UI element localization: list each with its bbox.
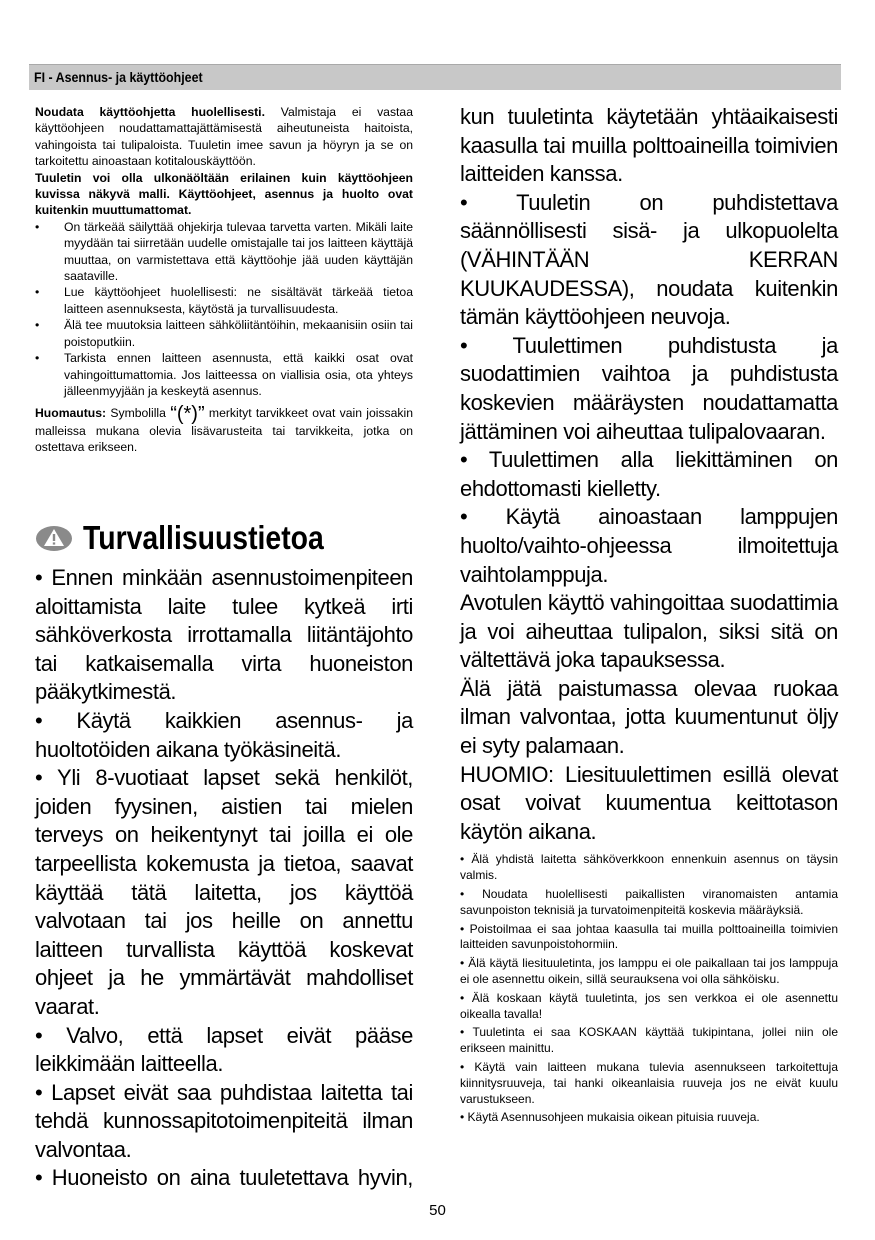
safety-paragraph: • Lapset eivät saa puhdistaa laitetta tai tehdä kunnossapitotoimenpiteitä ilman valvontaa. [35, 1079, 413, 1162]
section-header-bar [29, 64, 841, 90]
list-item: • On tärkeää säilyttää ohjekirja tulevaa tarvetta varten. Mikäli laite myydään tai siirretään uudelle omistajalle tai jos laitteen käyttäjä muuttaa, on varmistettava että käyttöohje jää uuden käyttäjän saataville. [35, 219, 413, 285]
note-paragraph [35, 405, 413, 455]
safety-paragraph: • Käytä ainoastaan lamppujen huolto/vaihto-ohjeessa ilmoitettuja vaihtolamppuja. [460, 504, 838, 587]
small-note: • Älä koskaan käytä tuuletinta, jos sen verkkoa ei ole asennettu oikealla tavalla! [460, 990, 838, 1021]
safety-paragraph: • Valvo, että lapset eivät pääse leikkimään laitteella. [35, 1022, 413, 1077]
list-item: • Tarkista ennen laitteen asennusta, että kaikki osat ovat vahingoittumattomia. Jos laitteessa on viallisia osia, ota yhteys jälleenmyyjään ja keskeytä asennus. [35, 350, 413, 399]
page-number: 50 [429, 1202, 446, 1219]
safety-title: Turvallisuustietoa [83, 519, 324, 556]
safety-paragraph: Avotulen käyttö vahingoittaa suodattimia ja voi aiheuttaa tulipalon, siksi sitä on vältettävä joka tapauksessa. [460, 590, 838, 673]
safety-paragraph: • Käytä kaikkien asennus- ja huoltotöiden aikana työkäsineitä. [35, 707, 413, 762]
intro-text: Valmistaja ei vastaa käyttöohjeen noudattamattajättämisestä aiheutuneista haitoista, vahingoista tai tulipaloista. Tuuletin imee savun ja höyryn ja se on tarkoitettu ainoastaan kotitalouskäyttöön. [35, 105, 413, 169]
safety-paragraph: • Tuuletin on puhdistettava säännöllisesti sisä- ja ulkopuolelta (VÄHINTÄÄN KERRAN KUUKAUDESSA), noudata kuitenkin tämän käyttöohjeen neuvoja. [460, 189, 838, 330]
right-column [460, 103, 838, 1129]
list-item: • Lue käyttöohjeet huolellisesti: ne sisältävät tärkeää tietoa laitteen asennuksesta, käytöstä ja turvallisuudesta. [35, 284, 413, 317]
note-label: Huomautus: [35, 406, 107, 421]
section-header-title: FI - Asennus- ja käyttöohjeet [34, 70, 203, 85]
intro-bullet-list [35, 219, 413, 399]
left-column-safety [35, 564, 413, 1193]
small-note: • Poistoilmaa ei saa johtaa kaasulla tai muilla polttoaineilla toimivien laitteiden savunpoistohormiin. [460, 921, 838, 952]
warning-icon [35, 525, 73, 552]
right-small-notes [460, 852, 838, 1126]
safety-paragraph: • Huoneisto on aina tuuletettava hyvin, [35, 1165, 413, 1191]
safety-paragraph: • Yli 8-vuotiaat lapset sekä henkilöt, joiden fyysinen, aistien tai mielen terveys on heikentynyt tai joilla ei ole tarpeellista kokemusta ja tietoa, saavat käyttää tätä laitetta, jos käyttöä valvotaan tai jos heille on annettu laitteen turvallista käyttöä koskevat ohjeet ja he ymmärtävät mahdolliset vaarat. [35, 765, 413, 1019]
safety-paragraph: • Tuulettimen puhdistusta ja suodattimien vaihtoa ja puhdistusta koskevien määräysten noudattamatta jättäminen voi aiheuttaa tulipalovaaran. [460, 332, 838, 444]
note-post: merkityt tarvikkeet ovat vain joissakin malleissa mukana olevia lisävarusteita tai tarvikkeita, jotka on ostettava erikseen. [35, 406, 414, 455]
small-note: • Älä käytä liesituuletinta, jos lamppu ei ole paikallaan tai jos lamppuja ei ole asennettu oikein, sillä seurauksena voi olla sähköisku. [460, 956, 838, 987]
optional-symbol: “(*)” [170, 403, 205, 426]
small-note: • Käytä Asennusohjeen mukaisia oikean pituisia ruuveja. [460, 1110, 760, 1125]
intro-bold-paragraph: Tuuletin voi olla ulkonäöltään erilainen kuin käyttöohjeen kuvissa näkyvä malli. Käyttöohjeet, asennus ja huolto ovat kuitenkin muuttumattomat. [35, 170, 413, 218]
small-note: • Tuuletinta ei saa KOSKAAN käyttää tukipintana, jollei niin ole erikseen mainittu. [460, 1025, 838, 1056]
safety-paragraph: kun tuuletinta käytetään yhtäaikaisesti kaasulla tai muilla polttoaineilla toimivien laitteiden kanssa. [460, 104, 838, 187]
small-note: • Noudata huolellisesti paikallisten viranomaisten antamia savunpoiston teknisiä ja turvatoimenpiteitä koskevia määräyksiä. [460, 887, 838, 917]
left-column-intro [35, 104, 413, 456]
small-note: • Älä yhdistä laitetta sähköverkkoon ennenkuin asennus on täysin valmis. [460, 852, 838, 883]
safety-paragraph: HUOMIO: Liesituulettimen esillä olevat osat voivat kuumentua keittotason käytön aikana. [460, 761, 838, 844]
note-pre: Symbolilla [106, 406, 171, 421]
small-note: • Käytä vain laitteen mukana tulevia asennukseen tarkoitettuja kiinnitysruuveja, tai hanki oikeanlaisia ruuveja jos ne eivät kuulu varustukseen. [460, 1060, 838, 1106]
safety-paragraph: • Ennen minkään asennustoimenpiteen aloittamista laite tulee kytkeä irti sähköverkosta irrottamalla liitäntäjohto tai katkaisemalla virta huoneiston pääkytkimestä. [35, 565, 413, 705]
intro-paragraph [35, 104, 413, 170]
safety-paragraph: Älä jätä paistumassa olevaa ruokaa ilman valvontaa, jotta kuumentunut öljy ei syty palamaan. [460, 675, 838, 759]
list-item: • Älä tee muutoksia laitteen sähköliitäntöihin, mekaanisiin osiin tai poistoputkiin. [35, 317, 413, 350]
intro-bold-lead: Noudata käyttöohjetta huolellisesti. [35, 105, 265, 119]
safety-paragraph: • Tuulettimen alla liekittäminen on ehdottomasti kielletty. [460, 447, 838, 501]
